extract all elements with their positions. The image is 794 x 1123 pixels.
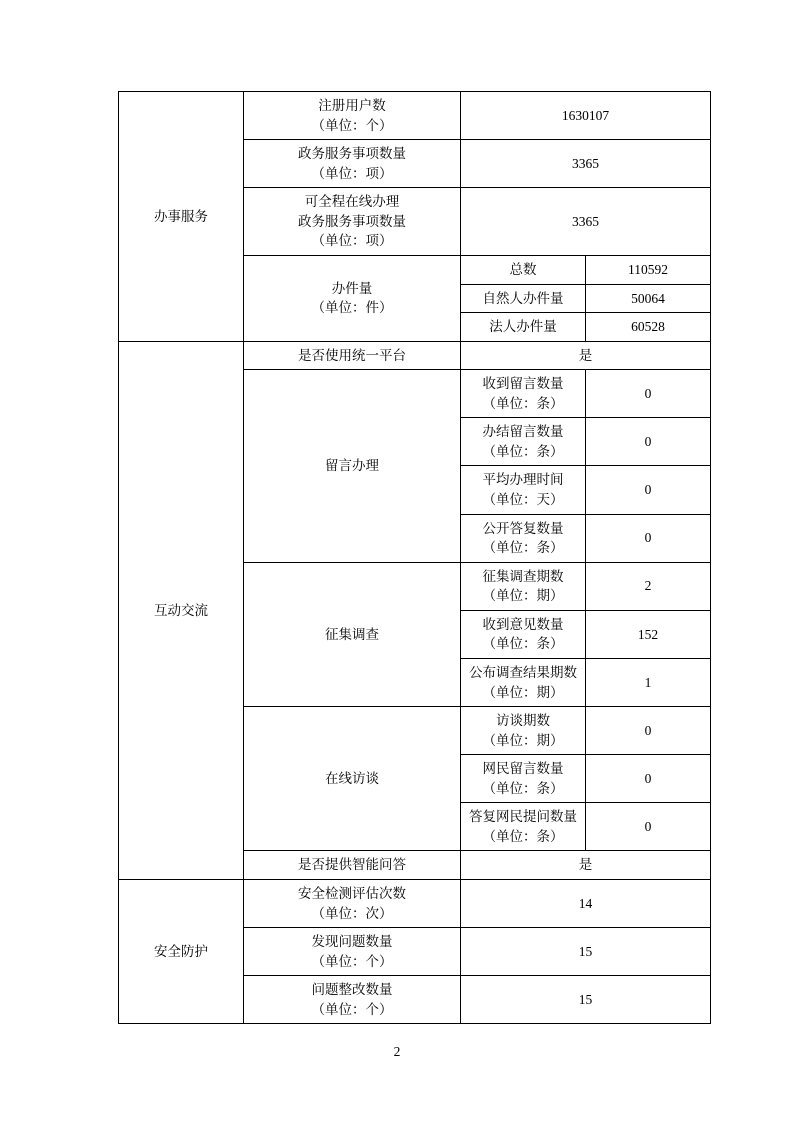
item-issues-found-line1: 发现问题数量 xyxy=(311,934,393,950)
table-row xyxy=(119,880,711,928)
government-website-annual-report-table xyxy=(118,91,711,1024)
table-row xyxy=(119,92,711,140)
sub-survey-results-line2: （单位：期） xyxy=(482,684,564,700)
sub-survey-periods-line2: （单位：期） xyxy=(482,588,564,604)
sub-messages-public-reply xyxy=(461,514,586,562)
sub-messages-closed xyxy=(461,418,586,466)
item-issues-found xyxy=(244,928,461,976)
value-messages-closed: 0 xyxy=(586,418,711,466)
sub-interview-replies xyxy=(461,803,586,851)
item-security-checks-line1: 安全检测评估次数 xyxy=(298,886,406,901)
item-handled-volume-line1: 办件量 xyxy=(331,280,373,296)
item-registered-users-line1: 注册用户数 xyxy=(318,98,386,113)
item-security-checks-line2: （单位：次） xyxy=(311,905,393,921)
sub-messages-received-line2: （单位：条） xyxy=(482,395,564,411)
item-handled-volume-line2: （单位：件） xyxy=(311,300,393,316)
sub-survey-results xyxy=(461,658,586,706)
sub-survey-periods xyxy=(461,562,586,610)
page-number: 2 xyxy=(393,1044,401,1059)
item-online-affairs-count xyxy=(244,188,461,256)
sub-handled-legal-label: 法人办件量 xyxy=(461,313,586,342)
table-row xyxy=(119,341,711,370)
value-registered-users: 1630107 xyxy=(461,92,711,140)
sub-survey-periods-line1: 征集调查期数 xyxy=(482,568,564,584)
sub-interview-messages xyxy=(461,755,586,803)
sub-handled-total-label: 总数 xyxy=(461,255,586,284)
value-messages-avg-time: 0 xyxy=(586,466,711,514)
item-affairs-count xyxy=(244,140,461,188)
value-survey-periods: 2 xyxy=(586,562,711,610)
sub-survey-opinions-line2: （单位：条） xyxy=(482,636,564,652)
item-registered-users xyxy=(244,92,461,140)
value-handled-total: 110592 xyxy=(586,255,711,284)
sub-interview-periods xyxy=(461,707,586,755)
value-messages-received: 0 xyxy=(586,370,711,418)
item-affairs-count-line2: （单位：项） xyxy=(311,165,393,181)
item-smart-qa: 是否提供智能问答 xyxy=(244,851,461,880)
value-online-affairs-count: 3365 xyxy=(461,188,711,256)
item-online-affairs-line1: 可全程在线办理 xyxy=(304,194,400,210)
value-affairs-count: 3365 xyxy=(461,140,711,188)
item-registered-users-line2: （单位：个） xyxy=(311,117,393,133)
report-table-container xyxy=(118,91,695,1024)
sub-interview-periods-line2: （单位：期） xyxy=(482,732,564,748)
sub-survey-results-line1: 公布调查结果期数 xyxy=(469,664,577,680)
item-issues-fixed xyxy=(244,976,461,1024)
category-service: 办事服务 xyxy=(119,92,244,342)
value-issues-found: 15 xyxy=(461,928,711,976)
value-interview-replies: 0 xyxy=(586,803,711,851)
value-survey-results: 1 xyxy=(586,658,711,706)
sub-messages-public-reply-line2: （单位：条） xyxy=(482,540,564,556)
value-security-checks: 14 xyxy=(461,880,711,928)
value-issues-fixed: 15 xyxy=(461,976,711,1024)
value-handled-person: 50064 xyxy=(586,284,711,313)
item-message-handling: 留言办理 xyxy=(244,370,461,563)
item-issues-fixed-line2: （单位：个） xyxy=(311,1001,393,1017)
item-handled-volume xyxy=(244,255,461,341)
item-unified-platform: 是否使用统一平台 xyxy=(244,341,461,370)
value-messages-public-reply: 0 xyxy=(586,514,711,562)
sub-interview-replies-line1: 答复网民提问数量 xyxy=(469,809,577,825)
sub-messages-closed-line2: （单位：条） xyxy=(482,443,564,459)
item-survey: 征集调查 xyxy=(244,562,461,706)
value-handled-legal: 60528 xyxy=(586,313,711,342)
item-affairs-count-line1: 政务服务事项数量 xyxy=(298,146,406,162)
sub-messages-received xyxy=(461,370,586,418)
item-online-affairs-line2: 政务服务事项数量 xyxy=(298,213,406,229)
category-interaction: 互动交流 xyxy=(119,341,244,879)
value-interview-messages: 0 xyxy=(586,755,711,803)
sub-interview-replies-line2: （单位：条） xyxy=(482,828,564,844)
sub-messages-received-line1: 收到留言数量 xyxy=(482,376,564,392)
sub-survey-opinions-line1: 收到意见数量 xyxy=(482,616,564,632)
sub-messages-avg-time-line1: 平均办理时间 xyxy=(482,472,564,488)
value-survey-opinions: 152 xyxy=(586,610,711,658)
item-issues-found-line2: （单位：个） xyxy=(311,953,393,969)
sub-interview-messages-line1: 网民留言数量 xyxy=(482,761,564,777)
value-unified-platform: 是 xyxy=(461,341,711,370)
sub-survey-opinions xyxy=(461,610,586,658)
item-online-interview: 在线访谈 xyxy=(244,707,461,851)
sub-interview-messages-line2: （单位：条） xyxy=(482,780,564,796)
item-online-affairs-line3: （单位：项） xyxy=(311,233,393,249)
item-issues-fixed-line1: 问题整改数量 xyxy=(311,982,393,998)
item-security-checks xyxy=(244,880,461,928)
sub-messages-avg-time-line2: （单位：天） xyxy=(482,492,564,507)
value-smart-qa: 是 xyxy=(461,851,711,880)
sub-messages-avg-time xyxy=(461,466,586,514)
sub-handled-person-label: 自然人办件量 xyxy=(461,284,586,313)
category-security: 安全防护 xyxy=(119,880,244,1024)
sub-messages-public-reply-line1: 公开答复数量 xyxy=(482,520,564,536)
sub-messages-closed-line1: 办结留言数量 xyxy=(482,424,564,440)
value-interview-periods: 0 xyxy=(586,707,711,755)
sub-interview-periods-line1: 访谈期数 xyxy=(496,713,550,729)
